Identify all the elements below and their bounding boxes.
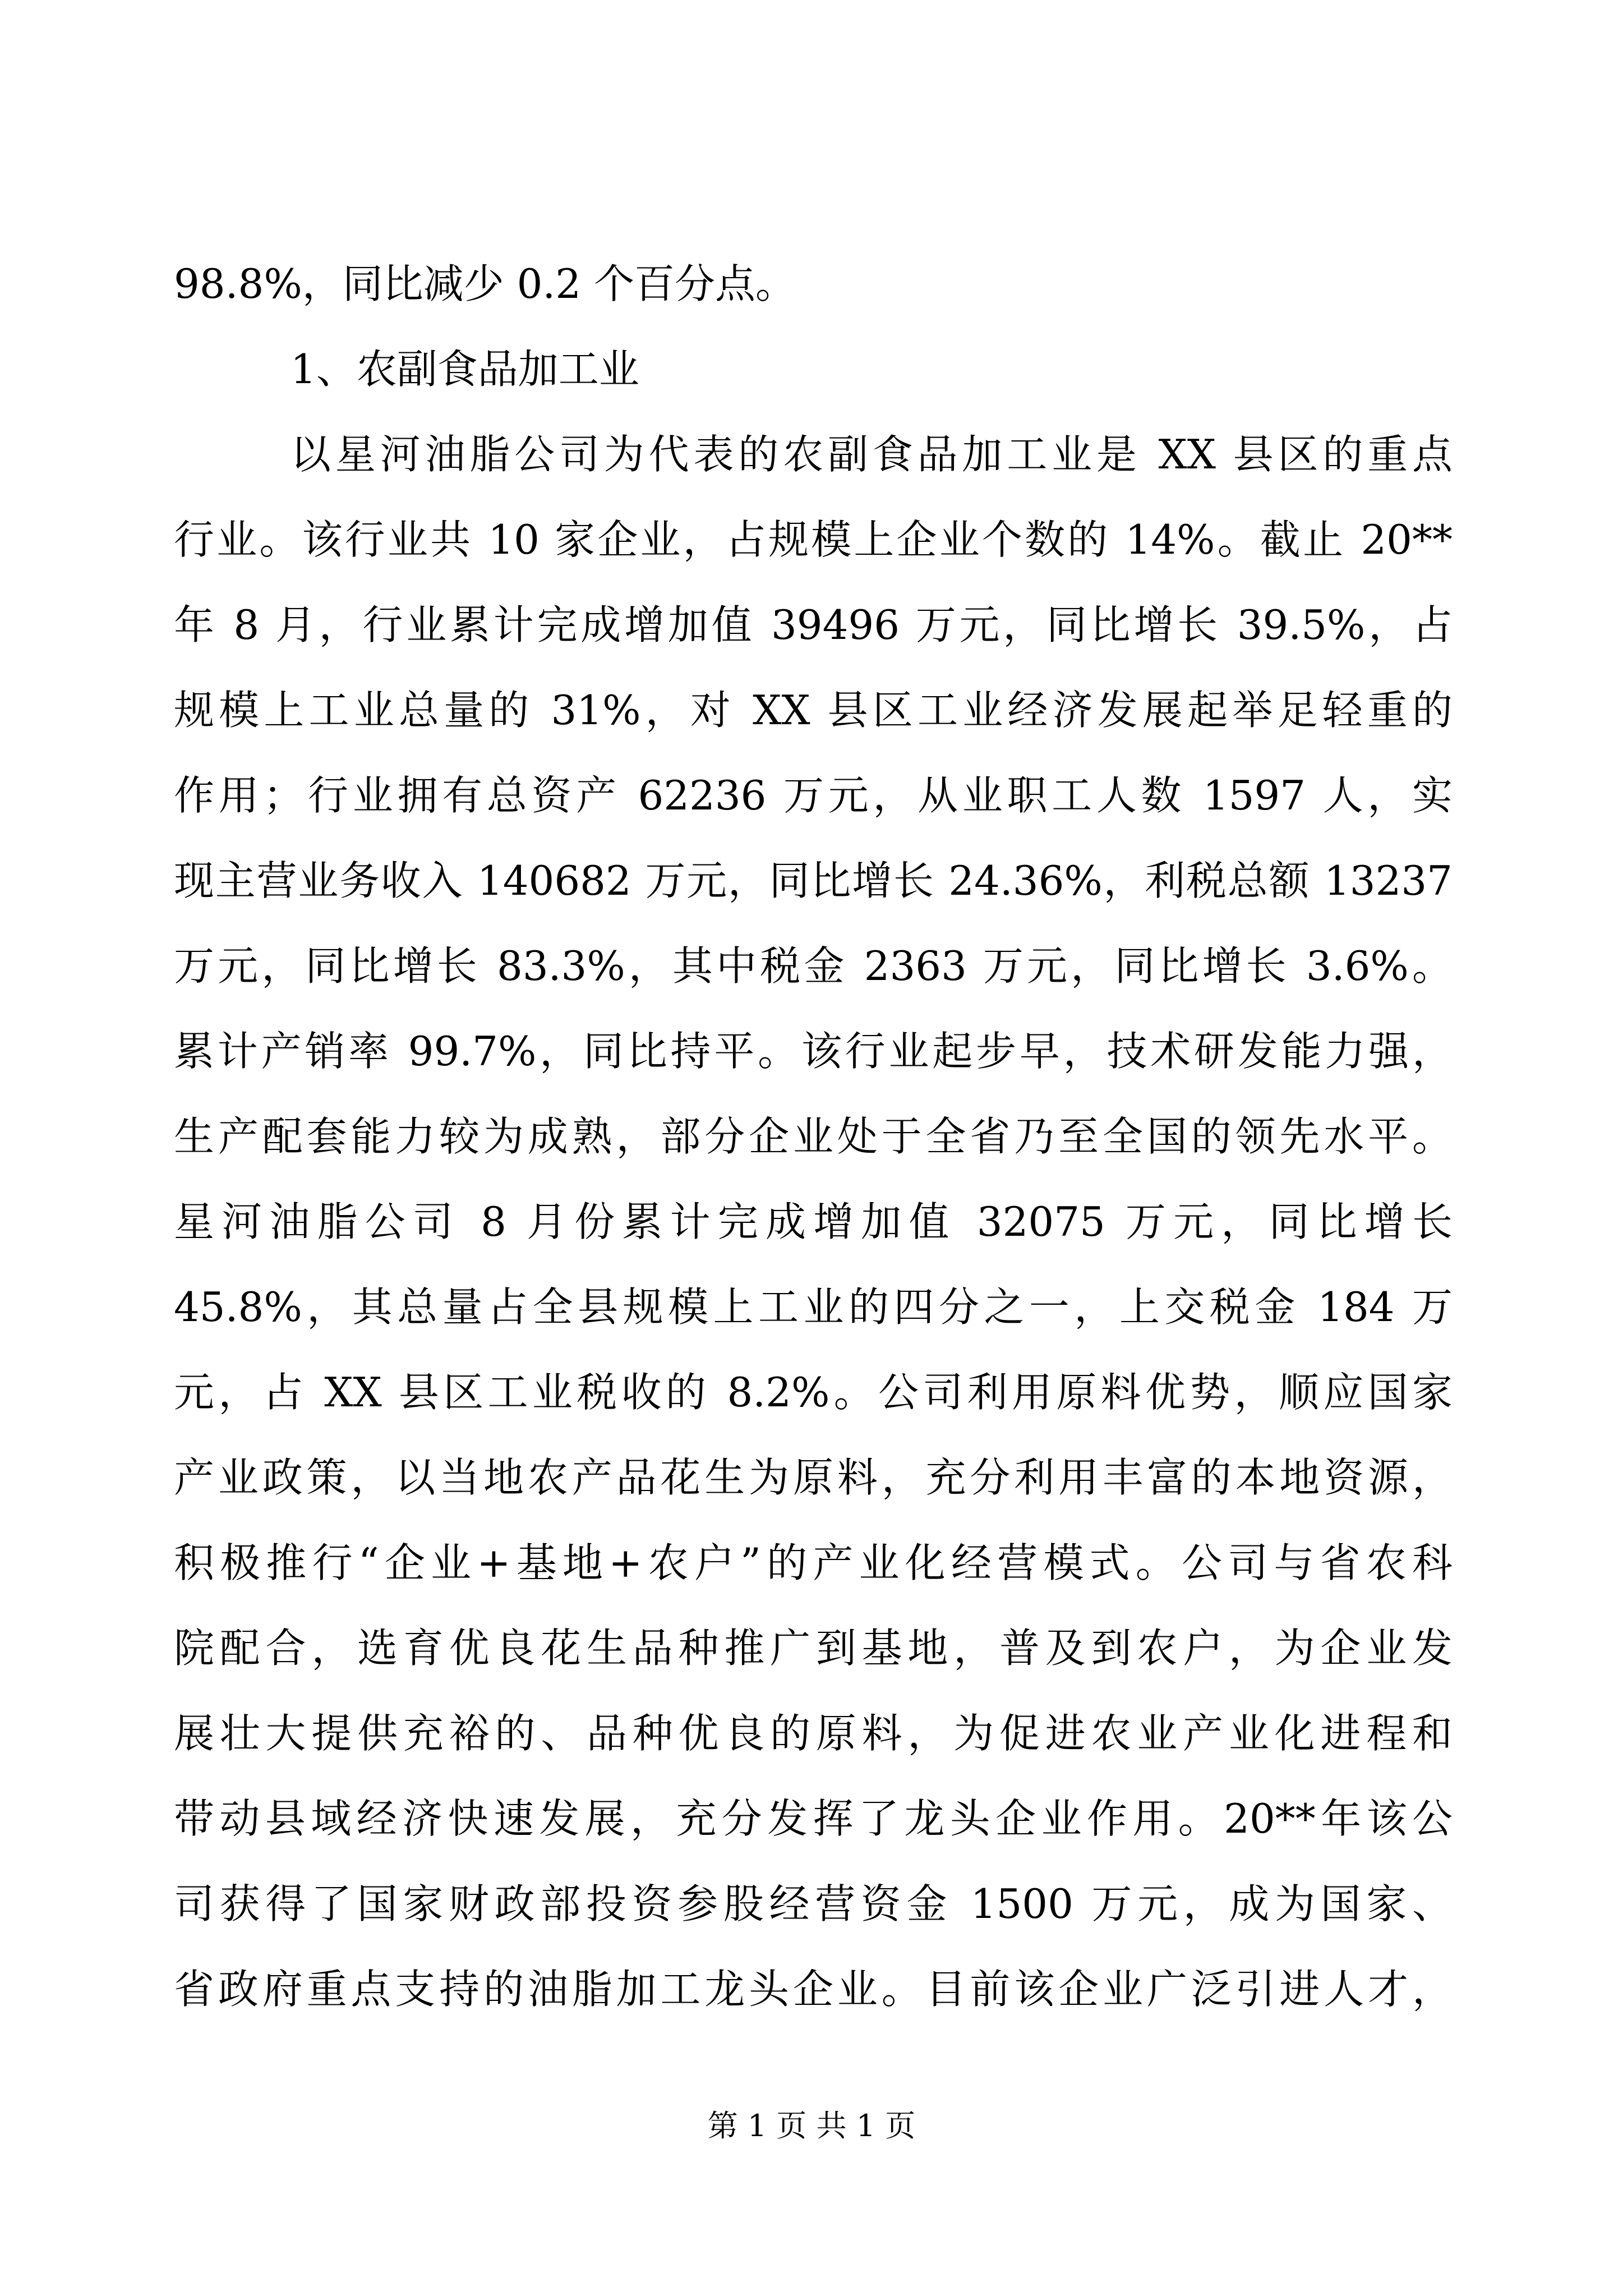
text-line-9: 万元，同比增长 83.3%，其中税金 2363 万元，同比增长 3.6%。 bbox=[174, 942, 1453, 990]
text-line-10: 累计产销率 99.7%，同比持平。该行业起步早，技术研发能力强， bbox=[174, 1028, 1453, 1075]
text-line-15: 产业政策，以当地农产品花生为原料，充分利用丰富的本地资源， bbox=[174, 1454, 1453, 1501]
text-line-4: 行业。该行业共 10 家企业，占规模上企业个数的 14%。截止 20** bbox=[174, 516, 1453, 563]
section-heading: 1、农副食品加工业 bbox=[291, 346, 639, 393]
text-line-1: 98.8%，同比减少 0.2 个百分点。 bbox=[174, 260, 796, 307]
text-line-16: 积极推行“企业+基地+农户”的产业化经营模式。公司与省农科 bbox=[174, 1539, 1453, 1586]
text-line-13: 45.8%，其总量占全县规模上工业的四分之一，上交税金 184 万 bbox=[174, 1283, 1453, 1331]
text-line-17: 院配合，选育优良花生品种推广到基地，普及到农户，为企业发 bbox=[174, 1625, 1453, 1672]
text-line-8: 现主营业务收入 140682 万元，同比增长 24.36%，利税总额 13237 bbox=[174, 857, 1453, 904]
page-footer: 第 1 页 共 1 页 bbox=[707, 2108, 916, 2143]
text-line-14: 元，占 XX 县区工业税收的 8.2%。公司利用原料优势，顺应国家 bbox=[174, 1369, 1453, 1416]
text-line-11: 生产配套能力较为成熟，部分企业处于全省乃至全国的领先水平。 bbox=[174, 1113, 1453, 1160]
text-line-3: 以星河油脂公司为代表的农副食品加工业是 XX 县区的重点 bbox=[291, 431, 1453, 478]
text-line-18: 展壮大提供充裕的、品种优良的原料，为促进农业产业化进程和 bbox=[174, 1710, 1453, 1757]
text-line-7: 作用；行业拥有总资产 62236 万元，从业职工人数 1597 人，实 bbox=[174, 772, 1453, 819]
text-line-20: 司获得了国家财政部投资参股经营资金 1500 万元，成为国家、 bbox=[174, 1880, 1453, 1927]
text-line-19: 带动县域经济快速发展，充分发挥了龙头企业作用。20**年该公 bbox=[174, 1795, 1453, 1842]
text-line-5: 年 8 月，行业累计完成增加值 39496 万元，同比增长 39.5%，占 bbox=[174, 601, 1453, 648]
text-line-21: 省政府重点支持的油脂加工龙头企业。目前该企业广泛引进人才， bbox=[174, 1966, 1453, 2013]
text-line-6: 规模上工业总量的 31%，对 XX 县区工业经济发展起举足轻重的 bbox=[174, 687, 1453, 734]
text-line-12: 星河油脂公司 8 月份累计完成增加值 32075 万元，同比增长 bbox=[174, 1198, 1453, 1245]
